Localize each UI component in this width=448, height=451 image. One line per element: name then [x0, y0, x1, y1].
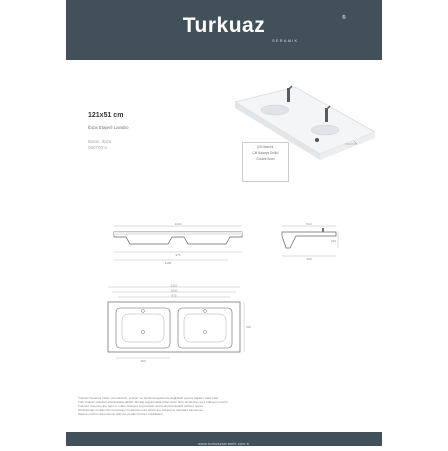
disclaimer-line: Tüm ürünler standart toleranslara tabidir. Montaj uygulamalarından önce ürün ölçülerinin teyit edilmesi önerilir.: [78, 400, 229, 405]
registered-mark: ®: [342, 15, 346, 21]
disclaimer-line: Please confirm dimensions with the product before installation.: [78, 412, 164, 417]
dim-top-inner: 975: [171, 293, 177, 298]
front-view-drawing: [108, 222, 248, 272]
dim-side-height: 210: [330, 239, 336, 243]
product-size: 121x51 cm: [88, 112, 124, 119]
footer-bar: [66, 432, 382, 446]
feature-label: [242, 142, 289, 182]
dim-top-height: 510: [246, 325, 252, 329]
feature-line-1: Çift Hazneli,: [256, 145, 275, 149]
dim-front-inner: 975: [175, 253, 181, 257]
product-name-tr: İbiza Etajerli Lavabo: [88, 125, 129, 130]
product-name-en: Basin, Ibiza: [88, 139, 112, 144]
feature-line-2: Çift Batarya Delikli: [252, 151, 279, 155]
footer-url[interactable]: www.turkuazseramik.com.tr: [198, 442, 250, 446]
brand-logo: Turkuaz: [182, 14, 266, 37]
feature-line-3: Double Bowl: [256, 157, 275, 161]
brand-subtitle: SERAMIK: [272, 38, 299, 43]
header-band: [66, 0, 382, 60]
top-view-drawing: [94, 284, 254, 364]
dim-front-total: 1210: [174, 222, 182, 226]
disclaimer-line: Turkuaz Seramik haber vermeksizin, ürünler ve teknik detaylarında değişiklik yapma hakkını saklı tutar.: [78, 396, 219, 400]
disclaimer-line: All drawings contain the necessary measurements which are subject to standard tolerances.: [78, 408, 205, 413]
side-view-drawing: [276, 222, 342, 272]
dim-side-inner: 460: [306, 257, 312, 261]
disclaimer-line: Turkuaz reserves the right to make changes to products and technical details without notice.: [78, 404, 204, 409]
dim-top-mid: 1020: [170, 288, 178, 293]
dim-top-bowl: 400: [140, 359, 146, 363]
disclaimer-text: [78, 396, 374, 416]
dim-side-depth: 510: [306, 222, 312, 226]
dim-front-left: 1195: [164, 261, 172, 265]
dim-top-total: 1210: [170, 284, 178, 288]
product-code: 050700-u: [88, 145, 108, 150]
